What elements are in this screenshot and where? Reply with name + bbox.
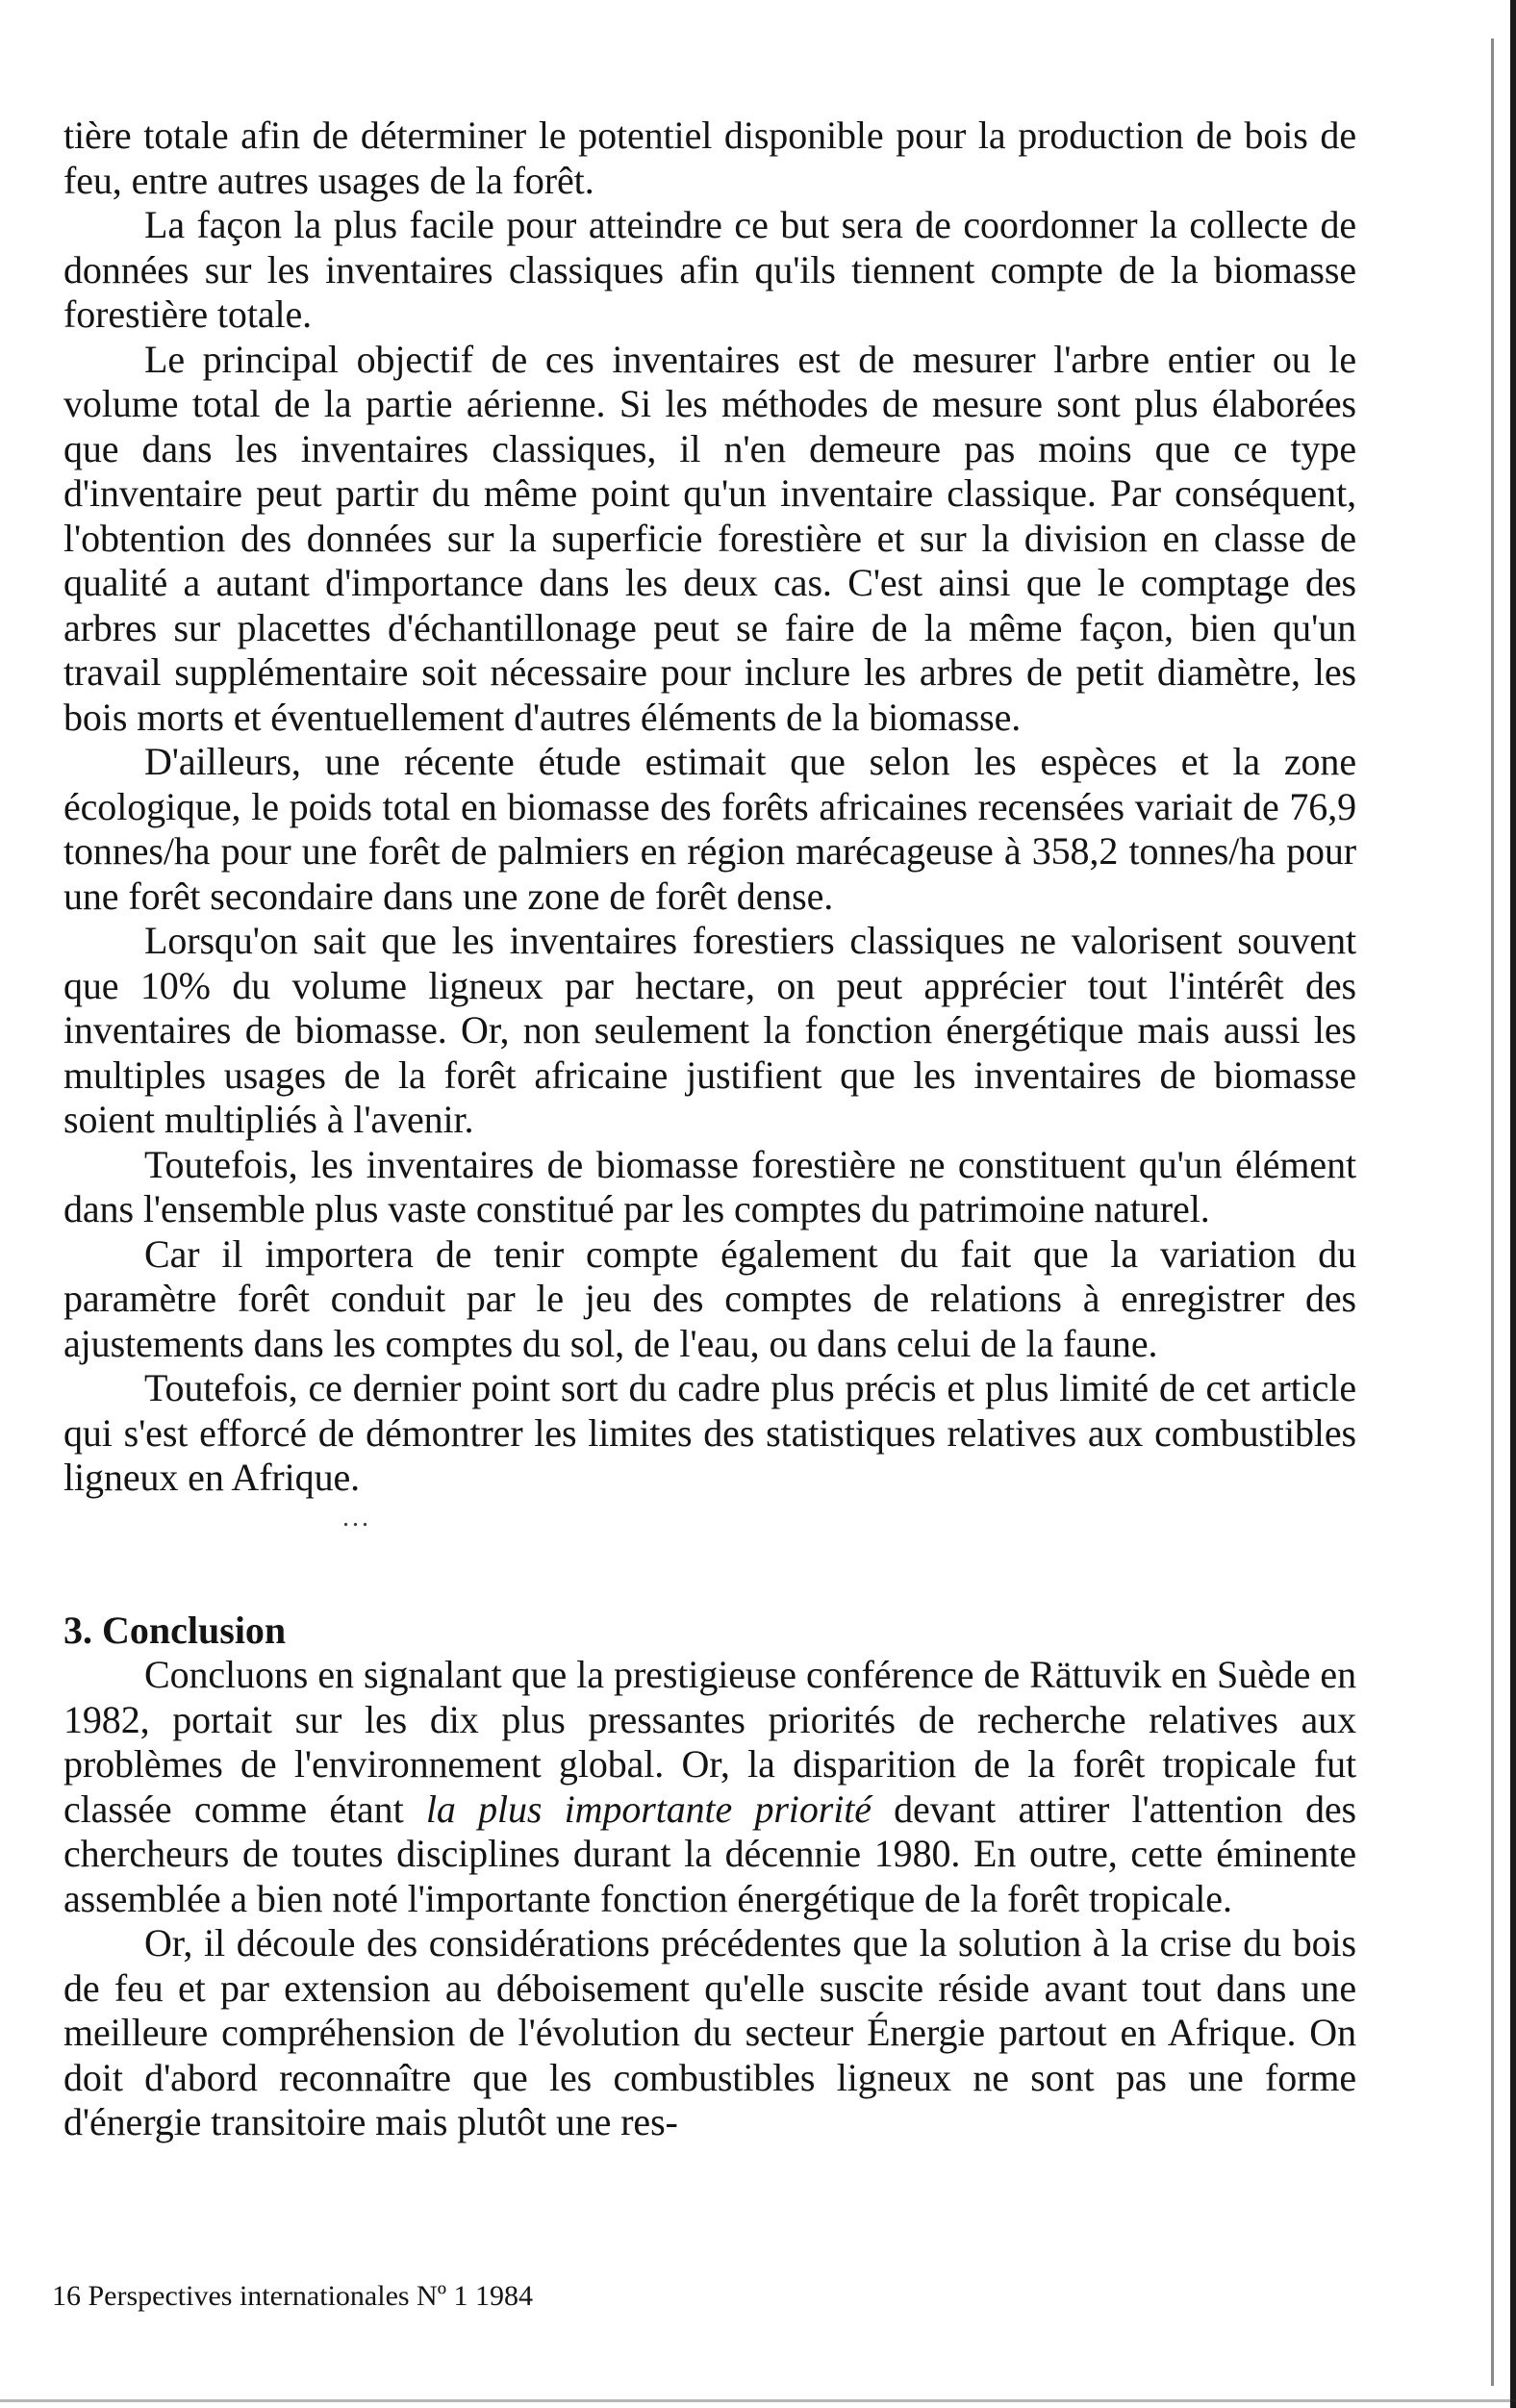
scan-artifact-line <box>0 2399 1516 2402</box>
separator-dots: ... <box>342 1502 371 1533</box>
paragraph-text: Concluons en signalant que la prestigieuse conférence de Rättuvik en Suède en 1982, portait sur les dix plus pressantes priorités de recherche relatives aux problèmes de l'environnement global. Or, la disparition de la forêt tropicale fut classée comme étant <box>63 1653 1356 1831</box>
paragraph: Car il importera de tenir compte également du fait que la variation du paramètre forêt conduit par le jeu des comptes de relations à enregistrer des ajustements dans les comptes du sol, de l'eau, ou dans celui de la faune. <box>63 1231 1356 1365</box>
body-text <box>63 114 1356 2145</box>
paragraph: D'ailleurs, une récente étude estimait que selon les espèces et la zone écologique, le poids total en biomasse des forêts africaines recensées variait de 76,9 tonnes/ha pour une forêt de palmiers en région marécageuse à 358,2 tonnes/ha pour une forêt secondaire dans une zone de forêt dense. <box>63 740 1356 918</box>
paragraph: Le principal objectif de ces inventaires est de mesurer l'arbre entier ou le volume total de la partie aérienne. Si les méthodes de mesure sont plus élaborées que dans les inventaires classiques, il n'en demeure pas moins que ce type d'inventaire peut partir du même point qu'un inventaire classique. Par conséquent, l'obtention des données sur la superficie forestière et sur la division en classe de qualité a autant d'importance dans les deux cas. C'est ainsi que le comptage des arbres sur placettes d'échantillonage peut se faire de la même façon, bien qu'un travail supplémentaire soit nécessaire pour inclure les arbres de petit diamètre, les bois morts et éventuellement d'autres éléments de la biomasse. <box>63 337 1356 739</box>
section-separator <box>63 1501 1356 1609</box>
scan-edge <box>1510 0 1516 2408</box>
paragraph: Lorsqu'on sait que les inventaires forestiers classiques ne valorisent souvent que 10% du volume ligneux par hectare, on peut apprécier tout l'intérêt des inventaires de biomasse. Or, non seulement la fonction énergétique mais aussi les multiples usages de la forêt africaine justifient que les inventaires de biomasse soient multipliés à l'avenir. <box>63 919 1356 1141</box>
section-heading: 3. Conclusion <box>63 1608 287 1652</box>
emphasis-text: la plus importante priorité <box>425 1787 872 1831</box>
paragraph: tière totale afin de déterminer le potentiel disponible pour la production de bois de feu, entre autres usages de la forêt. <box>63 114 1356 202</box>
paragraph: La façon la plus facile pour atteindre ce but sera de coordonner la collecte de données sur les inventaires classiques afin qu'ils tiennent compte de la biomasse forestière totale. <box>63 203 1356 336</box>
scan-artifact-line <box>1491 38 1494 2386</box>
paragraph: Toutefois, ce dernier point sort du cadre plus précis et plus limité de cet article qui s'est efforcé de démontrer les limites des statistiques relatives aux combustibles ligneux en Afrique. <box>63 1366 1356 1499</box>
paragraph-text: devant attirer l'attention des chercheurs de toutes disciplines durant la décennie 1980. En outre, cette éminente assemblée a bien noté l'importante fonction énergétique de la forêt tropicale. <box>63 1787 1356 1920</box>
paragraph: Or, il découle des considérations précédentes que la solution à la crise du bois de feu et par extension au déboisement qu'elle suscite réside avant tout dans une meilleure compréhension de l'évolution du secteur Énergie partout en Afrique. On doit d'abord reconnaître que les combustibles ligneux ne sont pas une forme d'énergie transitoire mais plutôt une res- <box>63 1921 1356 2143</box>
paragraph <box>63 1653 1356 1921</box>
page-footer: 16 Perspectives internationales Nº 1 1984 <box>52 2280 534 2312</box>
paragraph: Toutefois, les inventaires de biomasse forestière ne constituent qu'un élément dans l'ensemble plus vaste constitué par les comptes du patrimoine naturel. <box>63 1142 1356 1230</box>
